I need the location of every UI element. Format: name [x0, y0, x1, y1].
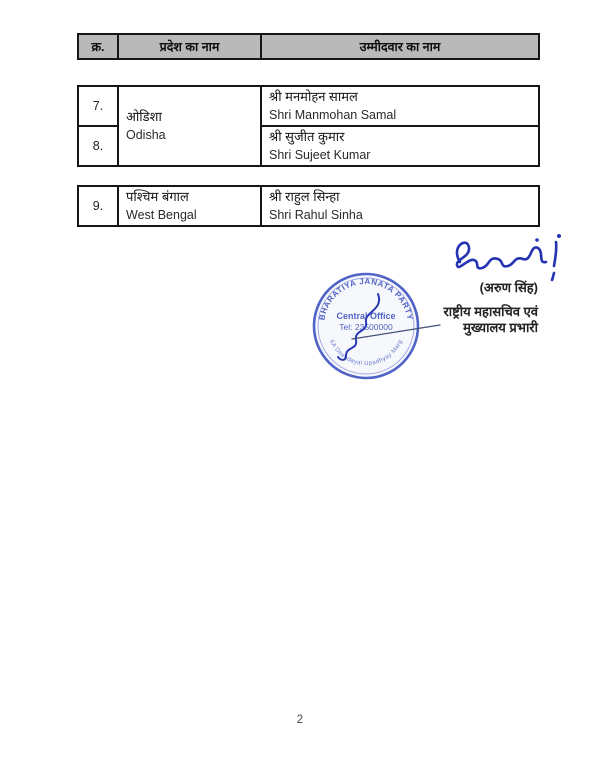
candidate-cell — [261, 86, 539, 126]
stamp-arc-top-text: BHARATIYA JANATA PARTY — [317, 276, 415, 321]
official-stamp — [300, 260, 460, 390]
stamp-arc-bottom-text: 6A Deendayal Upadhyay Marg — [328, 339, 404, 368]
serial-number: 7. — [78, 86, 118, 126]
header-serial: क्र. — [78, 34, 118, 59]
stamp-center-line2: Tel: 23500000 — [339, 322, 393, 332]
header-state-name: प्रदेश का नाम — [118, 34, 261, 59]
candidate-name-english: Shri Sujeet Kumar — [269, 148, 371, 162]
signatory-name: (अरुण सिंह) — [479, 280, 538, 295]
candidate-name-english: Shri Manmohan Samal — [269, 108, 397, 122]
signatory-designation-line2: मुख्यालय प्रभारी — [463, 320, 538, 335]
signature-graphic — [444, 232, 570, 286]
page-number: 2 — [296, 714, 304, 726]
candidates-table-west-bengal — [77, 185, 540, 227]
candidate-name-hindi: श्री राहुल सिन्हा — [269, 189, 340, 204]
state-name-hindi: पश्चिम बंगाल — [126, 189, 189, 204]
candidate-name-hindi: श्री मनमोहन सामल — [269, 89, 358, 104]
header-row — [78, 34, 539, 59]
candidates-table-odisha — [77, 85, 540, 167]
serial-number: 8. — [78, 126, 118, 166]
stamp-center-line1: Central Office — [336, 311, 396, 321]
state-name-english: West Bengal — [126, 208, 197, 222]
state-cell — [118, 186, 261, 226]
header-candidate-name: उम्मीदवार का नाम — [261, 34, 539, 59]
state-cell — [118, 86, 261, 166]
signatory-block — [443, 280, 538, 336]
candidate-list-header-table — [77, 33, 540, 60]
serial-number: 9. — [78, 186, 118, 226]
state-name-english: Odisha — [126, 128, 166, 142]
candidate-cell — [261, 126, 539, 166]
signatory-designation-line1: राष्ट्रीय महासचिव एवं — [443, 304, 538, 319]
table-row — [78, 86, 539, 126]
candidate-cell — [261, 186, 539, 226]
state-name-hindi: ओडिशा — [126, 109, 162, 124]
candidate-name-english: Shri Rahul Sinha — [269, 208, 363, 222]
table-row — [78, 186, 539, 226]
candidate-name-hindi: श्री सुजीत कुमार — [269, 129, 345, 144]
